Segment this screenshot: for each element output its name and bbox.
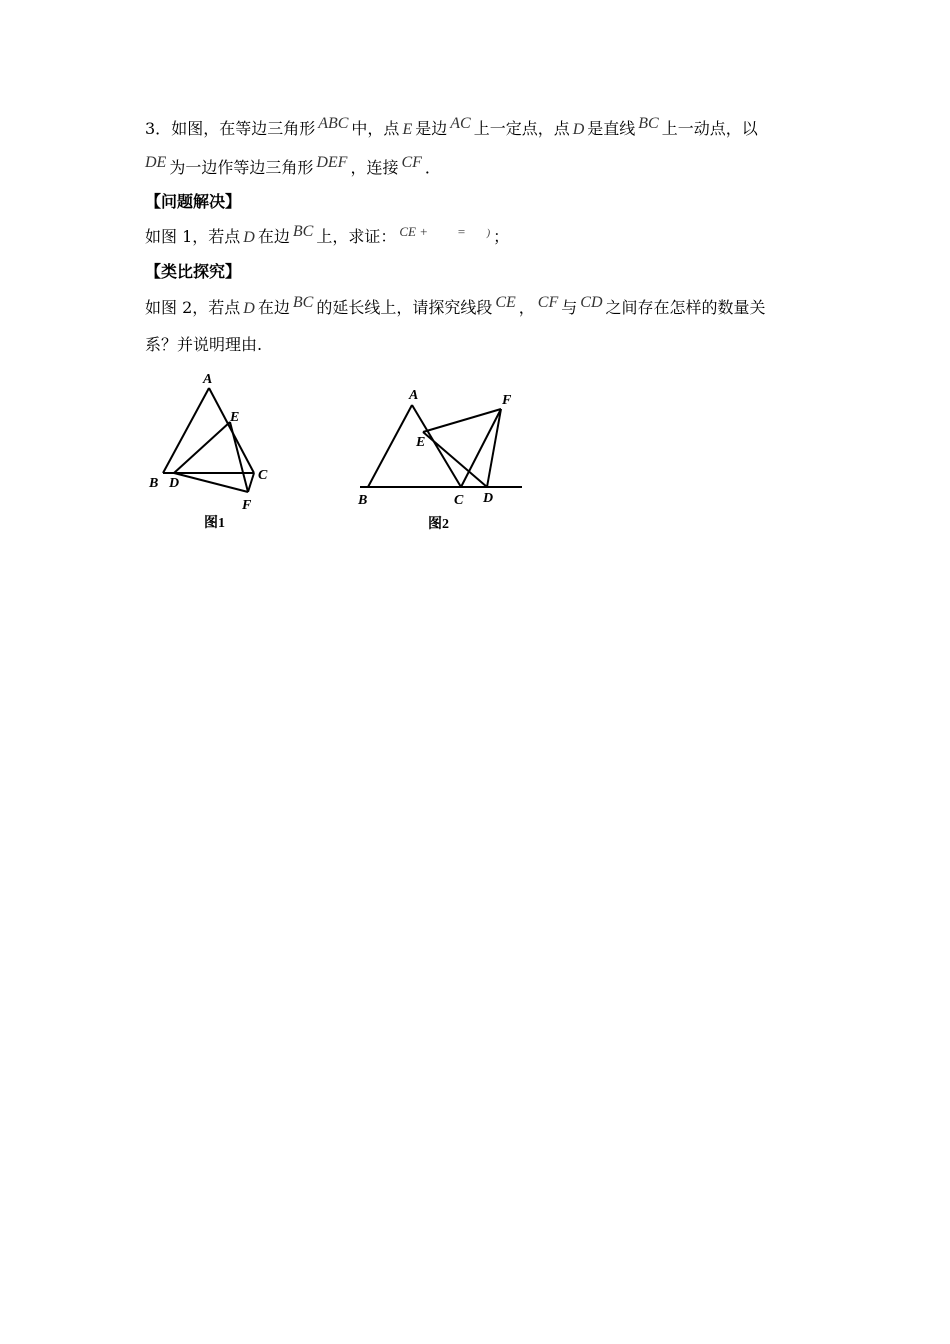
math-d: D: [243, 300, 255, 317]
label-b: B: [149, 476, 159, 491]
label-a: A: [409, 388, 419, 403]
label-f: F: [502, 393, 512, 408]
figure-1: [140, 365, 290, 540]
math-def: DEF: [316, 154, 348, 171]
problem-number: 3．: [145, 119, 172, 138]
math-bc: BC: [638, 115, 659, 132]
math-ce: CE: [495, 294, 516, 311]
math-cd: CD: [580, 294, 603, 311]
label-f: F: [242, 498, 252, 513]
figure-2-caption: 图2: [428, 517, 449, 532]
math-de: DE: [145, 154, 167, 171]
label-d: D: [483, 491, 494, 506]
label-c: C: [258, 468, 268, 483]
math-cf: CF: [401, 154, 422, 171]
math-ce-plus: CE +: [399, 224, 428, 239]
math-bc: BC: [292, 223, 314, 240]
problem-line-5: 系？并说明理由.: [145, 335, 263, 354]
math-ac: AC: [450, 115, 471, 132]
segment-ef: [423, 409, 501, 432]
segment-ab: [163, 388, 209, 473]
segment-cf: [248, 473, 254, 492]
math-paren: ): [486, 228, 491, 239]
label-b: B: [358, 493, 368, 508]
math-equals: =: [456, 224, 466, 239]
segment-df: [174, 473, 248, 492]
label-e: E: [416, 435, 426, 450]
label-e: E: [230, 410, 240, 425]
segment-de: [174, 422, 230, 473]
figure-1-caption: 图1: [204, 516, 225, 531]
problem-line-4: 如图 2，若点 D 在边 BC 的延长线上，请探究线段 CE ， CF 与 CD 之间存在怎样的数量关: [145, 294, 766, 317]
math-abc: ABC: [318, 115, 349, 132]
segment-ab: [368, 405, 412, 487]
label-a: A: [203, 372, 213, 387]
section-heading-analogy: 【类比探究】: [145, 262, 242, 281]
math-d: D: [572, 121, 585, 138]
label-c: C: [454, 493, 464, 508]
figure-2: [350, 380, 530, 540]
label-d: D: [169, 476, 180, 491]
math-cf: CF: [537, 294, 559, 311]
section-heading-problem-solving: 【问题解决】: [145, 192, 242, 211]
math-d: D: [243, 229, 255, 246]
problem-line-2: DE 为一边作等边三角形 DEF ，连接 CF ．: [145, 154, 441, 177]
math-bc: BC: [292, 294, 314, 311]
problem-line-1: 3．如图，在等边三角形 ABC 中，点 E 是边 AC 上一定点，点 D 是直线 BC 上一动点，以: [145, 115, 758, 138]
problem-line-3: 如图 1，若点 D 在边 BC 上，求证： $^{CE +}$ = ) ；: [145, 223, 510, 246]
math-e: E: [402, 121, 413, 138]
